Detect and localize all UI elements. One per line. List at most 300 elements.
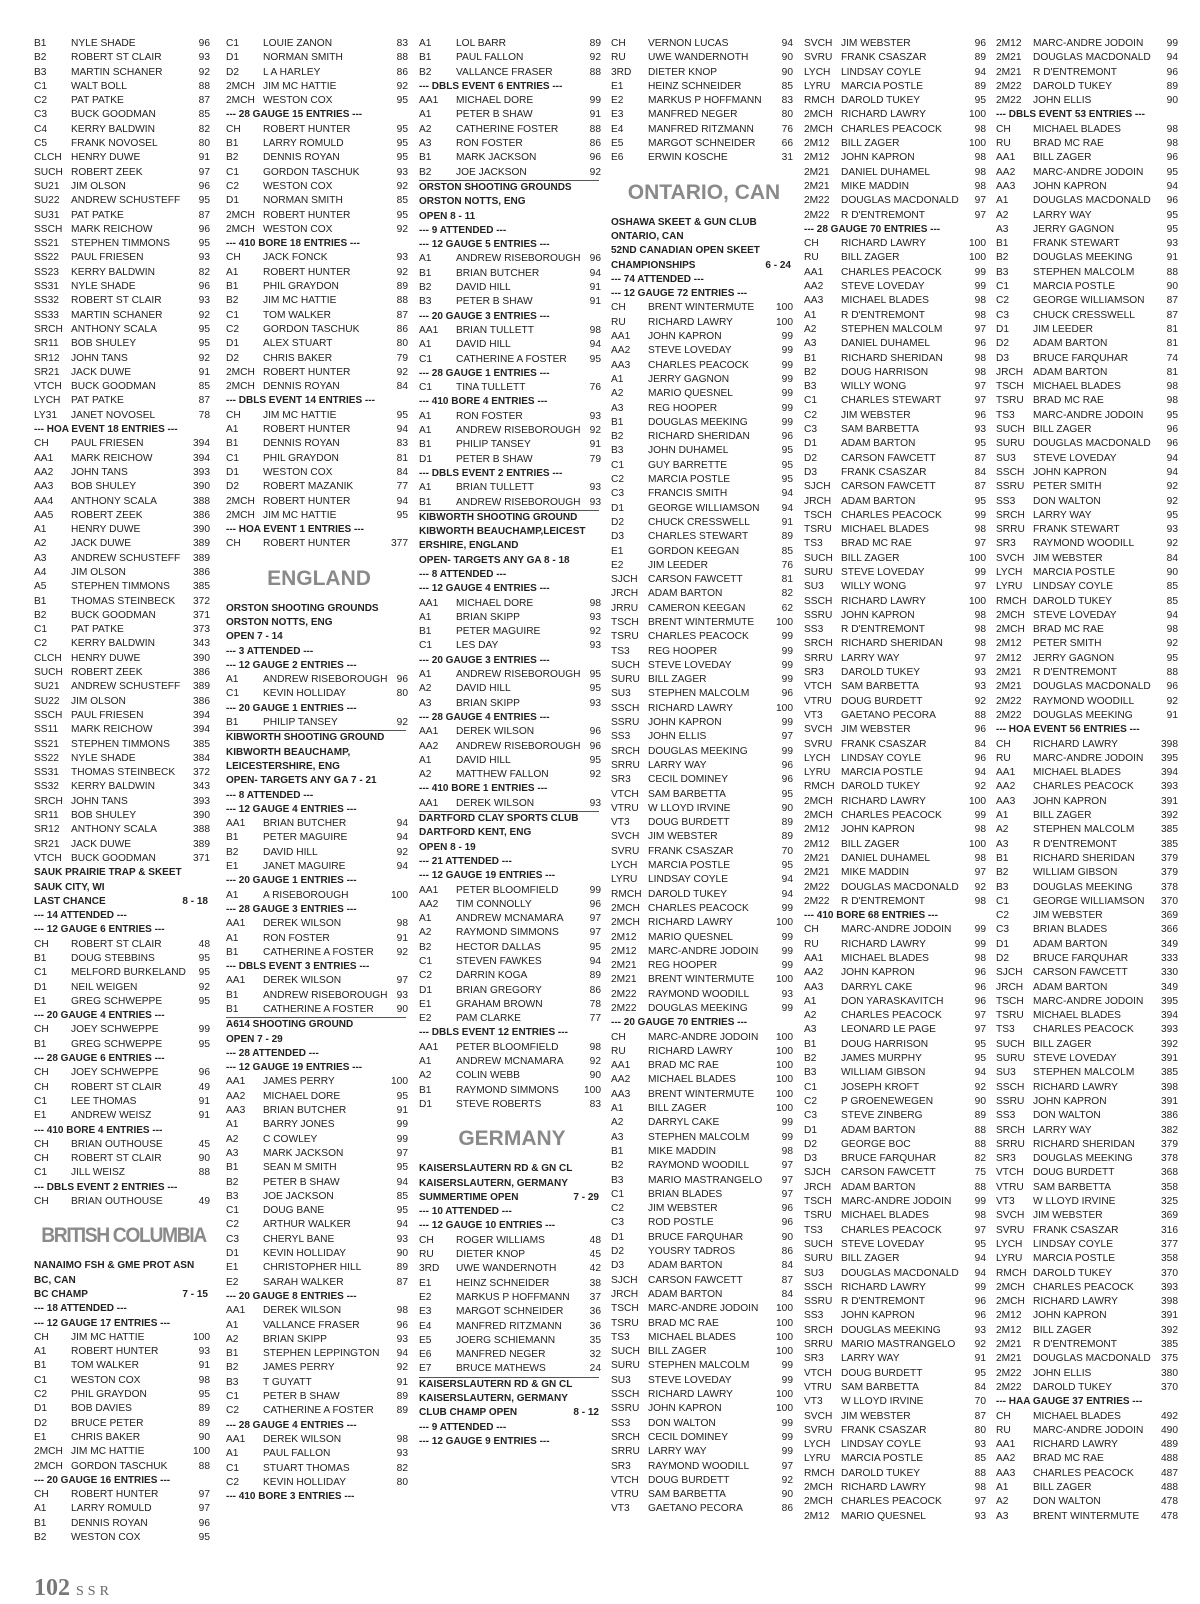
- class-code: D2: [611, 1246, 625, 1258]
- shooter-name: JOHN ELLIS: [648, 731, 707, 743]
- result-row: [611, 845, 797, 859]
- shooter-name: JOHN KAPRON: [841, 824, 915, 836]
- shooter-name: JIM MC HATTIE: [71, 1331, 145, 1343]
- class-code: VT3: [804, 709, 823, 721]
- score: 87: [1166, 309, 1178, 321]
- result-row: [804, 795, 990, 809]
- class-code: AA1: [419, 324, 439, 336]
- club-heading: [419, 1177, 605, 1191]
- class-code: AA1: [226, 818, 246, 830]
- class-code: B3: [419, 296, 432, 308]
- class-code: A2: [226, 1333, 239, 1345]
- shooter-name: DOUGLAS MEEKING: [1033, 881, 1133, 893]
- result-row: [804, 51, 990, 65]
- event-subheading: --- 74 ATTENDED ---: [611, 273, 704, 285]
- result-row: [996, 652, 1182, 666]
- score: 45: [589, 1249, 601, 1261]
- shooter-name: LOUIE ZANON: [263, 38, 333, 49]
- class-code: C1: [34, 624, 48, 636]
- result-row: [611, 773, 797, 787]
- result-row: [804, 1367, 990, 1381]
- class-code: SUCH: [804, 1238, 833, 1250]
- class-code: A3: [996, 838, 1009, 850]
- shooter-name: DOUG BURDETT: [648, 817, 730, 829]
- class-code: SRCH: [996, 1124, 1025, 1136]
- score: 488: [1161, 1481, 1178, 1493]
- result-row: [804, 809, 990, 823]
- score: 84: [1166, 552, 1178, 564]
- class-code: TS3: [996, 409, 1015, 421]
- result-row: [996, 580, 1182, 594]
- shooter-name: R D'ENTREMONT: [1033, 838, 1118, 850]
- shooter-name: DAVID HILL: [263, 846, 318, 858]
- score: 368: [1161, 1167, 1178, 1179]
- class-code: B3: [996, 881, 1009, 893]
- class-code: A1: [419, 253, 432, 265]
- shooter-name: DENNIS ROYAN: [263, 438, 340, 450]
- event-subheading: --- DBLS EVENT 6 ENTRIES ---: [419, 80, 563, 92]
- result-row: [34, 223, 214, 237]
- event-subheading: --- 20 GAUGE 8 ENTRIES ---: [226, 1290, 357, 1302]
- score: 82: [781, 588, 793, 600]
- result-row: [804, 1267, 990, 1281]
- event-subheading: --- 28 GAUGE 4 ENTRIES ---: [419, 711, 550, 723]
- result-row: [226, 1462, 412, 1476]
- score: 93: [396, 989, 408, 1001]
- class-code: D2: [226, 481, 240, 493]
- shooter-name: PHIL GRAYDON: [71, 1389, 147, 1401]
- class-code: A1: [419, 611, 432, 623]
- class-code: AA1: [419, 597, 439, 609]
- shooter-name: GORDON TASCHUK: [263, 323, 360, 335]
- results-column: [804, 37, 990, 1577]
- result-row: [611, 1388, 797, 1402]
- class-code: A3: [996, 1510, 1009, 1522]
- club-heading-text: OSHAWA SKEET & GUN CLUB: [611, 216, 757, 228]
- result-row: [996, 495, 1182, 509]
- score: 93: [974, 1439, 986, 1451]
- result-row: [611, 1045, 797, 1059]
- shooter-name: CHARLES PEACOCK: [648, 631, 749, 643]
- class-code: B1: [419, 626, 432, 638]
- shooter-name: DENNIS ROYAN: [71, 1517, 148, 1529]
- result-row: [804, 480, 990, 494]
- shooter-name: RICHARD LAWRY: [648, 917, 733, 929]
- result-row: [34, 1431, 214, 1445]
- shooter-name: JERRY GAGNON: [648, 373, 730, 385]
- shooter-name: ANDREW SCHUSTEFF: [71, 681, 181, 693]
- result-row: [34, 1081, 214, 1095]
- class-code: RU: [996, 138, 1011, 150]
- score: 100: [776, 1317, 793, 1329]
- shooter-name: DAROLD TUKEY: [841, 1467, 921, 1479]
- class-code: A1: [419, 482, 432, 494]
- result-row: [611, 902, 797, 916]
- class-code: B3: [34, 66, 47, 78]
- class-code: JRCH: [611, 1288, 639, 1300]
- class-code: A1: [611, 373, 624, 385]
- shooter-name: BRIAN BUTCHER: [263, 818, 347, 830]
- club-heading: [34, 881, 214, 895]
- result-row: [804, 1295, 990, 1309]
- class-code: D1: [34, 1403, 48, 1415]
- score: 87: [198, 209, 210, 221]
- shooter-name: PETER MAGUIRE: [456, 626, 541, 638]
- class-code: C2: [34, 638, 48, 650]
- score: 94: [781, 502, 793, 514]
- class-code: A1: [804, 995, 817, 1007]
- shooter-name: GORDON TASCHUK: [263, 166, 360, 178]
- score: 99: [781, 1117, 793, 1129]
- result-row: [611, 37, 797, 51]
- score: 76: [781, 559, 793, 571]
- class-code: SS3: [611, 731, 631, 743]
- class-code: 3RD: [611, 66, 632, 78]
- class-code: C1: [226, 1205, 240, 1217]
- class-code: C2: [611, 1203, 625, 1215]
- result-row: [996, 1495, 1182, 1509]
- score: 100: [391, 1076, 408, 1088]
- shooter-name: LARRY WAY: [1033, 509, 1092, 521]
- shooter-name: DAROLD TUKEY: [648, 888, 728, 900]
- shooter-name: R D'ENTREMONT: [841, 209, 926, 221]
- score: 80: [974, 1424, 986, 1436]
- result-row: [996, 80, 1182, 94]
- score: 95: [198, 1038, 210, 1050]
- shooter-name: RICHARD LAWRY: [1033, 1081, 1118, 1093]
- score: 88: [974, 1138, 986, 1150]
- shooter-name: NORMAN SMITH: [263, 52, 343, 64]
- shooter-name: RAYMOND WOODILL: [648, 988, 750, 1000]
- shooter-name: STEVE LOVEDAY: [648, 659, 732, 671]
- event-subheading: --- 21 ATTENDED ---: [419, 855, 512, 867]
- class-code: 2M21: [996, 667, 1022, 679]
- class-code: CH: [226, 123, 241, 135]
- class-code: SUCH: [996, 424, 1025, 436]
- result-row: [804, 1452, 990, 1466]
- score: 80: [396, 1476, 408, 1488]
- shooter-name: DAVID HILL: [456, 339, 511, 351]
- shooter-name: MARIO QUESNEL: [648, 931, 733, 943]
- class-code: VTCH: [34, 381, 62, 393]
- result-row: [419, 884, 605, 898]
- club-heading-text: ORSTON NOTTS, ENG: [226, 616, 333, 628]
- shooter-name: CHERYL BANE: [263, 1233, 335, 1245]
- class-code: TS3: [996, 1024, 1015, 1036]
- class-code: C3: [996, 924, 1010, 936]
- shooter-name: UWE WANDERNOTH: [456, 1263, 557, 1275]
- score: 89: [396, 1391, 408, 1403]
- class-code: E1: [226, 1262, 239, 1274]
- shooter-name: DOUGLAS MACDONALD: [841, 881, 959, 893]
- event-subheading: --- 410 BORE 18 ENTRIES ---: [226, 238, 360, 250]
- result-row: [419, 94, 605, 108]
- result-row: [804, 437, 990, 451]
- class-code: AA2: [226, 1090, 246, 1102]
- result-row: [226, 989, 412, 1003]
- shooter-name: REG HOOPER: [648, 645, 718, 657]
- score: 100: [776, 616, 793, 628]
- score: 99: [974, 938, 986, 950]
- score: 97: [781, 731, 793, 743]
- score: 94: [781, 488, 793, 500]
- score: 93: [396, 1333, 408, 1345]
- result-row: [226, 716, 412, 730]
- result-row: [34, 1038, 214, 1052]
- event-subheading: --- 14 ATTENDED ---: [34, 910, 127, 922]
- result-row: [34, 795, 214, 809]
- result-row: [996, 151, 1182, 165]
- score: 95: [781, 788, 793, 800]
- class-code: VTCH: [611, 1474, 639, 1486]
- class-code: B3: [611, 445, 624, 457]
- score: 349: [1161, 981, 1178, 993]
- result-row: [996, 1095, 1182, 1109]
- score: 384: [193, 752, 210, 764]
- score: 99: [781, 345, 793, 357]
- result-row: [611, 1417, 797, 1431]
- score: 95: [589, 683, 601, 695]
- score: 95: [396, 152, 408, 164]
- result-row: [226, 352, 412, 366]
- class-code: C1: [996, 895, 1010, 907]
- event-subheading: --- 410 BORE 1 ENTRIES ---: [419, 783, 548, 795]
- shooter-name: MARK REICHOW: [71, 724, 153, 736]
- shooter-name: CHARLES STEWART: [648, 531, 749, 543]
- class-code: D1: [226, 338, 240, 350]
- result-row: [34, 51, 214, 65]
- score: 95: [589, 941, 601, 953]
- score: 96: [781, 1203, 793, 1215]
- result-row: [804, 766, 990, 780]
- score: 45: [198, 1138, 210, 1150]
- event-subheading: --- 28 GAUGE 3 ENTRIES ---: [226, 903, 357, 915]
- shooter-name: MIKE MADDIN: [841, 867, 909, 879]
- shooter-name: DENNIS ROYAN: [263, 152, 340, 164]
- class-code: B1: [996, 852, 1009, 864]
- event-subheading: --- 8 ATTENDED ---: [419, 568, 507, 580]
- class-code: C3: [226, 1233, 240, 1245]
- result-row: [804, 1081, 990, 1095]
- score: 100: [584, 1084, 601, 1096]
- score: 95: [1166, 223, 1178, 235]
- score: 92: [396, 180, 408, 192]
- class-code: 2M12: [996, 652, 1022, 664]
- result-row: [611, 630, 797, 644]
- shooter-name: STEVE LOVEDAY: [841, 281, 925, 293]
- score: 325: [1161, 1196, 1178, 1208]
- result-row: [34, 466, 214, 480]
- shooter-name: LARRY ROMULD: [263, 138, 344, 150]
- shooter-name: ANTHONY SCALA: [71, 323, 157, 335]
- shooter-name: JERRY GAGNON: [1033, 223, 1115, 235]
- class-code: B3: [996, 266, 1009, 278]
- class-code: SRCH: [804, 638, 833, 650]
- result-row: [611, 1188, 797, 1202]
- shooter-name: DEREK WILSON: [456, 726, 535, 738]
- score: 93: [198, 295, 210, 307]
- class-code: B1: [804, 352, 817, 364]
- shooter-name: LINDSAY COYLE: [841, 752, 922, 764]
- result-row: [804, 552, 990, 566]
- score: 93: [589, 482, 601, 494]
- shoot-date: 7 - 29: [573, 1191, 599, 1203]
- shooter-name: COLIN WEBB: [456, 1070, 520, 1082]
- result-row: [804, 680, 990, 694]
- result-row: [996, 1324, 1182, 1338]
- result-row: [804, 995, 990, 1009]
- score: 92: [974, 1081, 986, 1093]
- score: 93: [1166, 238, 1178, 250]
- shooter-name: CHARLES STEWART: [841, 395, 942, 407]
- class-code: 2M22: [996, 695, 1022, 707]
- result-row: [34, 1345, 214, 1359]
- shooter-name: LARRY WAY: [1033, 209, 1092, 221]
- result-row: [611, 945, 797, 959]
- shooter-name: BUCK GOODMAN: [71, 109, 156, 121]
- score: 100: [969, 795, 986, 807]
- score: 99: [781, 659, 793, 671]
- score: 97: [974, 652, 986, 664]
- class-code: 2M21: [996, 1339, 1022, 1351]
- shooter-name: BILL ZAGER: [1033, 152, 1092, 164]
- class-code: AA4: [34, 495, 54, 507]
- class-code: SUCH: [996, 1038, 1025, 1050]
- score: 380: [1161, 1367, 1178, 1379]
- score: 94: [589, 339, 601, 351]
- score: 93: [589, 640, 601, 652]
- result-row: [34, 1445, 214, 1459]
- result-row: [804, 409, 990, 423]
- score: 99: [974, 810, 986, 822]
- class-code: C2: [34, 95, 48, 107]
- class-code: A1: [419, 339, 432, 351]
- score: 95: [974, 495, 986, 507]
- score: 92: [974, 781, 986, 793]
- score: 393: [1161, 1281, 1178, 1293]
- class-code: JRCH: [996, 981, 1024, 993]
- result-row: [419, 969, 605, 983]
- shooter-name: CHRIS BAKER: [71, 1431, 141, 1443]
- class-code: B1: [419, 496, 432, 508]
- result-row: [226, 409, 412, 423]
- result-row: [804, 1309, 990, 1323]
- score: 31: [781, 152, 793, 164]
- shooter-name: RICHARD SHERIDAN: [648, 431, 750, 443]
- score: 390: [193, 652, 210, 664]
- result-row: [34, 1417, 214, 1431]
- shooter-name: MARC-ANDRE JODOIN: [1033, 409, 1144, 421]
- class-code: AA1: [226, 975, 246, 987]
- class-code: D3: [611, 531, 625, 543]
- score: 100: [776, 1060, 793, 1072]
- result-row: [611, 80, 797, 94]
- score: 80: [781, 109, 793, 121]
- club-heading: [419, 554, 605, 568]
- shooter-name: MARC-ANDRE JODOIN: [1033, 38, 1144, 49]
- class-code: SURU: [996, 438, 1025, 450]
- shooter-name: JIM WEBSTER: [1033, 910, 1103, 922]
- class-code: SR3: [804, 667, 824, 679]
- class-code: LYRU: [611, 874, 638, 886]
- event-subheading: --- HOA EVENT 1 ENTRIES ---: [226, 524, 364, 536]
- score: 94: [781, 38, 793, 49]
- class-code: VT3: [611, 817, 630, 829]
- result-row: [419, 1320, 605, 1334]
- score: 94: [1166, 180, 1178, 192]
- shooter-name: DOUGLAS MACDONALD: [1033, 438, 1151, 450]
- result-row: [34, 766, 214, 780]
- result-row: [996, 452, 1182, 466]
- shooter-name: JIM WEBSTER: [841, 724, 911, 736]
- class-code: C1: [34, 80, 48, 92]
- score: 99: [974, 281, 986, 293]
- result-row: [611, 931, 797, 945]
- class-code: B1: [34, 38, 47, 49]
- score: 92: [974, 695, 986, 707]
- shooter-name: DON WALTON: [1033, 495, 1101, 507]
- result-row: [226, 180, 412, 194]
- shooter-name: JOHN KAPRON: [1033, 1310, 1107, 1322]
- score: 80: [396, 688, 408, 700]
- score: 393: [193, 795, 210, 807]
- result-row: [419, 166, 605, 180]
- result-row: [419, 1084, 605, 1098]
- class-code: 2M12: [804, 138, 830, 150]
- score: 100: [969, 595, 986, 607]
- score: 96: [396, 1319, 408, 1331]
- shooter-name: JANET MAGUIRE: [263, 861, 346, 873]
- shooter-name: BRENT WINTERMUTE: [648, 974, 755, 986]
- score: 87: [396, 309, 408, 321]
- shooter-name: MARCIA POSTLE: [1033, 566, 1116, 578]
- result-row: [611, 1245, 797, 1259]
- score: 92: [1166, 538, 1178, 550]
- class-code: AA3: [804, 295, 824, 307]
- club-heading: [34, 895, 214, 909]
- shoot-date: 8 - 12: [573, 1407, 599, 1419]
- class-code: D1: [804, 1124, 818, 1136]
- score: 97: [589, 927, 601, 939]
- shooter-name: STEPHEN TIMMONS: [71, 581, 170, 593]
- shooter-name: ADAM BARTON: [648, 1260, 723, 1272]
- class-code: D1: [611, 502, 625, 514]
- score: 96: [589, 740, 601, 752]
- result-row: [419, 697, 605, 711]
- score: 99: [974, 509, 986, 521]
- class-code: C3: [611, 1217, 625, 1229]
- class-code: D2: [226, 352, 240, 364]
- shooter-name: CHRIS BAKER: [263, 352, 333, 364]
- result-row: [419, 682, 605, 696]
- result-row: [611, 123, 797, 137]
- result-row: [804, 266, 990, 280]
- class-code: SU21: [34, 180, 60, 192]
- result-row: [226, 80, 412, 94]
- shooter-name: RICHARD SHERIDAN: [1033, 852, 1135, 864]
- result-row: [996, 537, 1182, 551]
- class-code: B2: [226, 152, 239, 164]
- class-code: AA1: [419, 797, 439, 809]
- club-heading-text: KAISERSLAUTERN, GERMANY: [419, 1393, 568, 1405]
- result-row: [804, 595, 990, 609]
- score: 97: [974, 1024, 986, 1036]
- class-code: A1: [34, 524, 47, 536]
- shooter-name: FRANCIS SMITH: [648, 488, 728, 500]
- club-heading-text: 52ND CANADIAN OPEN SKEET: [611, 245, 760, 257]
- result-row: [996, 680, 1182, 694]
- score: 96: [1166, 195, 1178, 207]
